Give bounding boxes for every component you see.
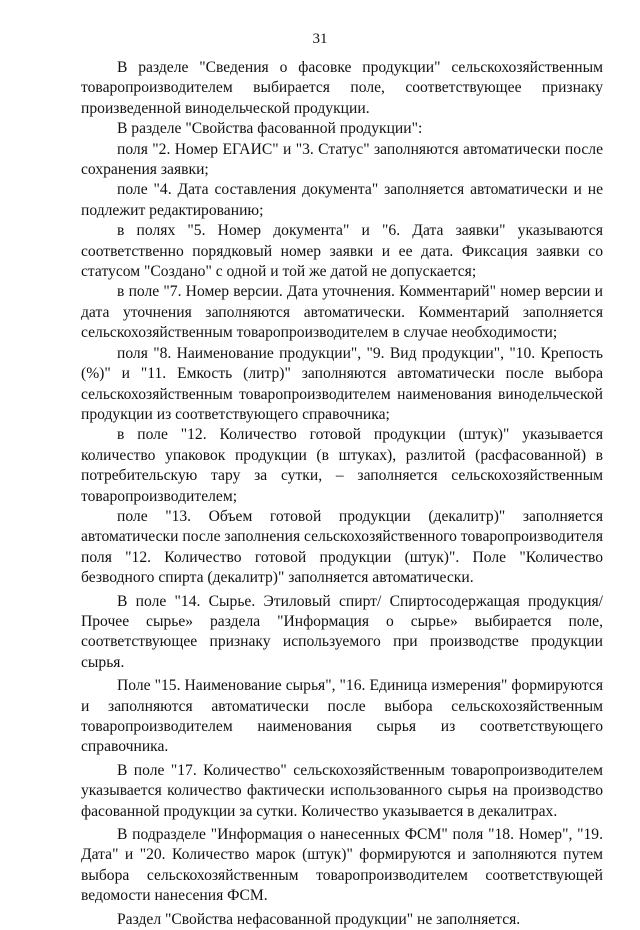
page-number: 31 bbox=[312, 31, 328, 47]
paragraph-fields-2-3: поля "2. Номер ЕГАИС" и "3. Статус" заполняются автоматически после сохранения заявки; bbox=[81, 140, 603, 179]
paragraph-field-4: поле "4. Дата составления документа" заполняется автоматически и не подлежит редактированию; bbox=[81, 181, 603, 219]
paragraph-fields-15-16: Поле "15. Наименование сырья", "16. Единица измерения" формируются и заполняются автоматически после выбора сельскохозяйственным товаропроизводителем наименования сырья из соответствующего справочника. bbox=[81, 677, 603, 756]
paragraph-fields-5-6: в полях "5. Номер документа" и "6. Дата заявки" указываются соответственно порядковый номер заявки и ее дата. Фиксация заявки со статусом "Создано" с одной и той же датой не допускается; bbox=[81, 222, 603, 281]
paragraph-fields-8-11: поля "8. Наименование продукции", "9. Вид продукции", "10. Крепость (%)" и "11. Емкость (литр)" заполняются автоматически после выбора сельскохозяйственным товаропроизводителем наименования винодельческой продукции из соответствующего справочника; bbox=[81, 344, 603, 423]
paragraph-field-17: В поле "17. Количество" сельскохозяйственным товаропроизводителем указывается количество фактически использованного сырья на производство фасованной продукции за сутки. Количество указывается в декалитрах. bbox=[81, 761, 603, 820]
paragraph-packaging-info: В разделе "Сведения о фасовке продукции" сельскохозяйственным товаропроизводителем выбирается поле, соответствующее признаку произведенной винодельческой продукции. bbox=[81, 59, 603, 117]
paragraph-field-14: В поле "14. Сырье. Этиловый спирт/ Спиртосодержащая продукция/ Прочее сырье» раздела "Информация о сырье» выбирается поле, соответствующее признаку используемого при производстве продукции сырья. bbox=[81, 592, 603, 671]
document-body bbox=[81, 58, 603, 930]
paragraph-fsm-subsection: В подразделе "Информация о нанесенных ФСМ" поля "18. Номер", "19. Дата" и "20. Количество марок (штук)" формируются и заполняются путем выбора сельскохозяйственным товаропроизводителем соответствующей ведомости нанесения ФСМ. bbox=[81, 826, 603, 905]
paragraph-field-7: в поле "7. Номер версии. Дата уточнения. Комментарий" номер версии и дата уточнения заполняются автоматически. Комментарий заполняется сельскохозяйственным товаропроизводителем в случае необходимости; bbox=[81, 283, 603, 342]
paragraph-field-12: в поле "12. Количество готовой продукции (штук)" указывается количество упаковок продукции (в штуках), разлитой (расфасованной) в потребительскую тару за сутки, – заполняется сельскохозяйственным товаропроизводителем; bbox=[81, 426, 603, 505]
paragraph-packaged-properties-intro: В разделе "Свойства фасованной продукции": bbox=[117, 120, 423, 138]
paragraph-field-13: поле "13. Объем готовой продукции (декалитр)" заполняется автоматически после заполнения сельскохозяйственного товаропроизводителя поля "12. Количество готовой продукции (штук)". Поле "Количество безводного спирта (декалитр)" заполняется автоматически. bbox=[81, 507, 603, 587]
paragraph-unpackaged-section: Раздел "Свойства нефасованной продукции" не заполняется. bbox=[117, 910, 521, 928]
